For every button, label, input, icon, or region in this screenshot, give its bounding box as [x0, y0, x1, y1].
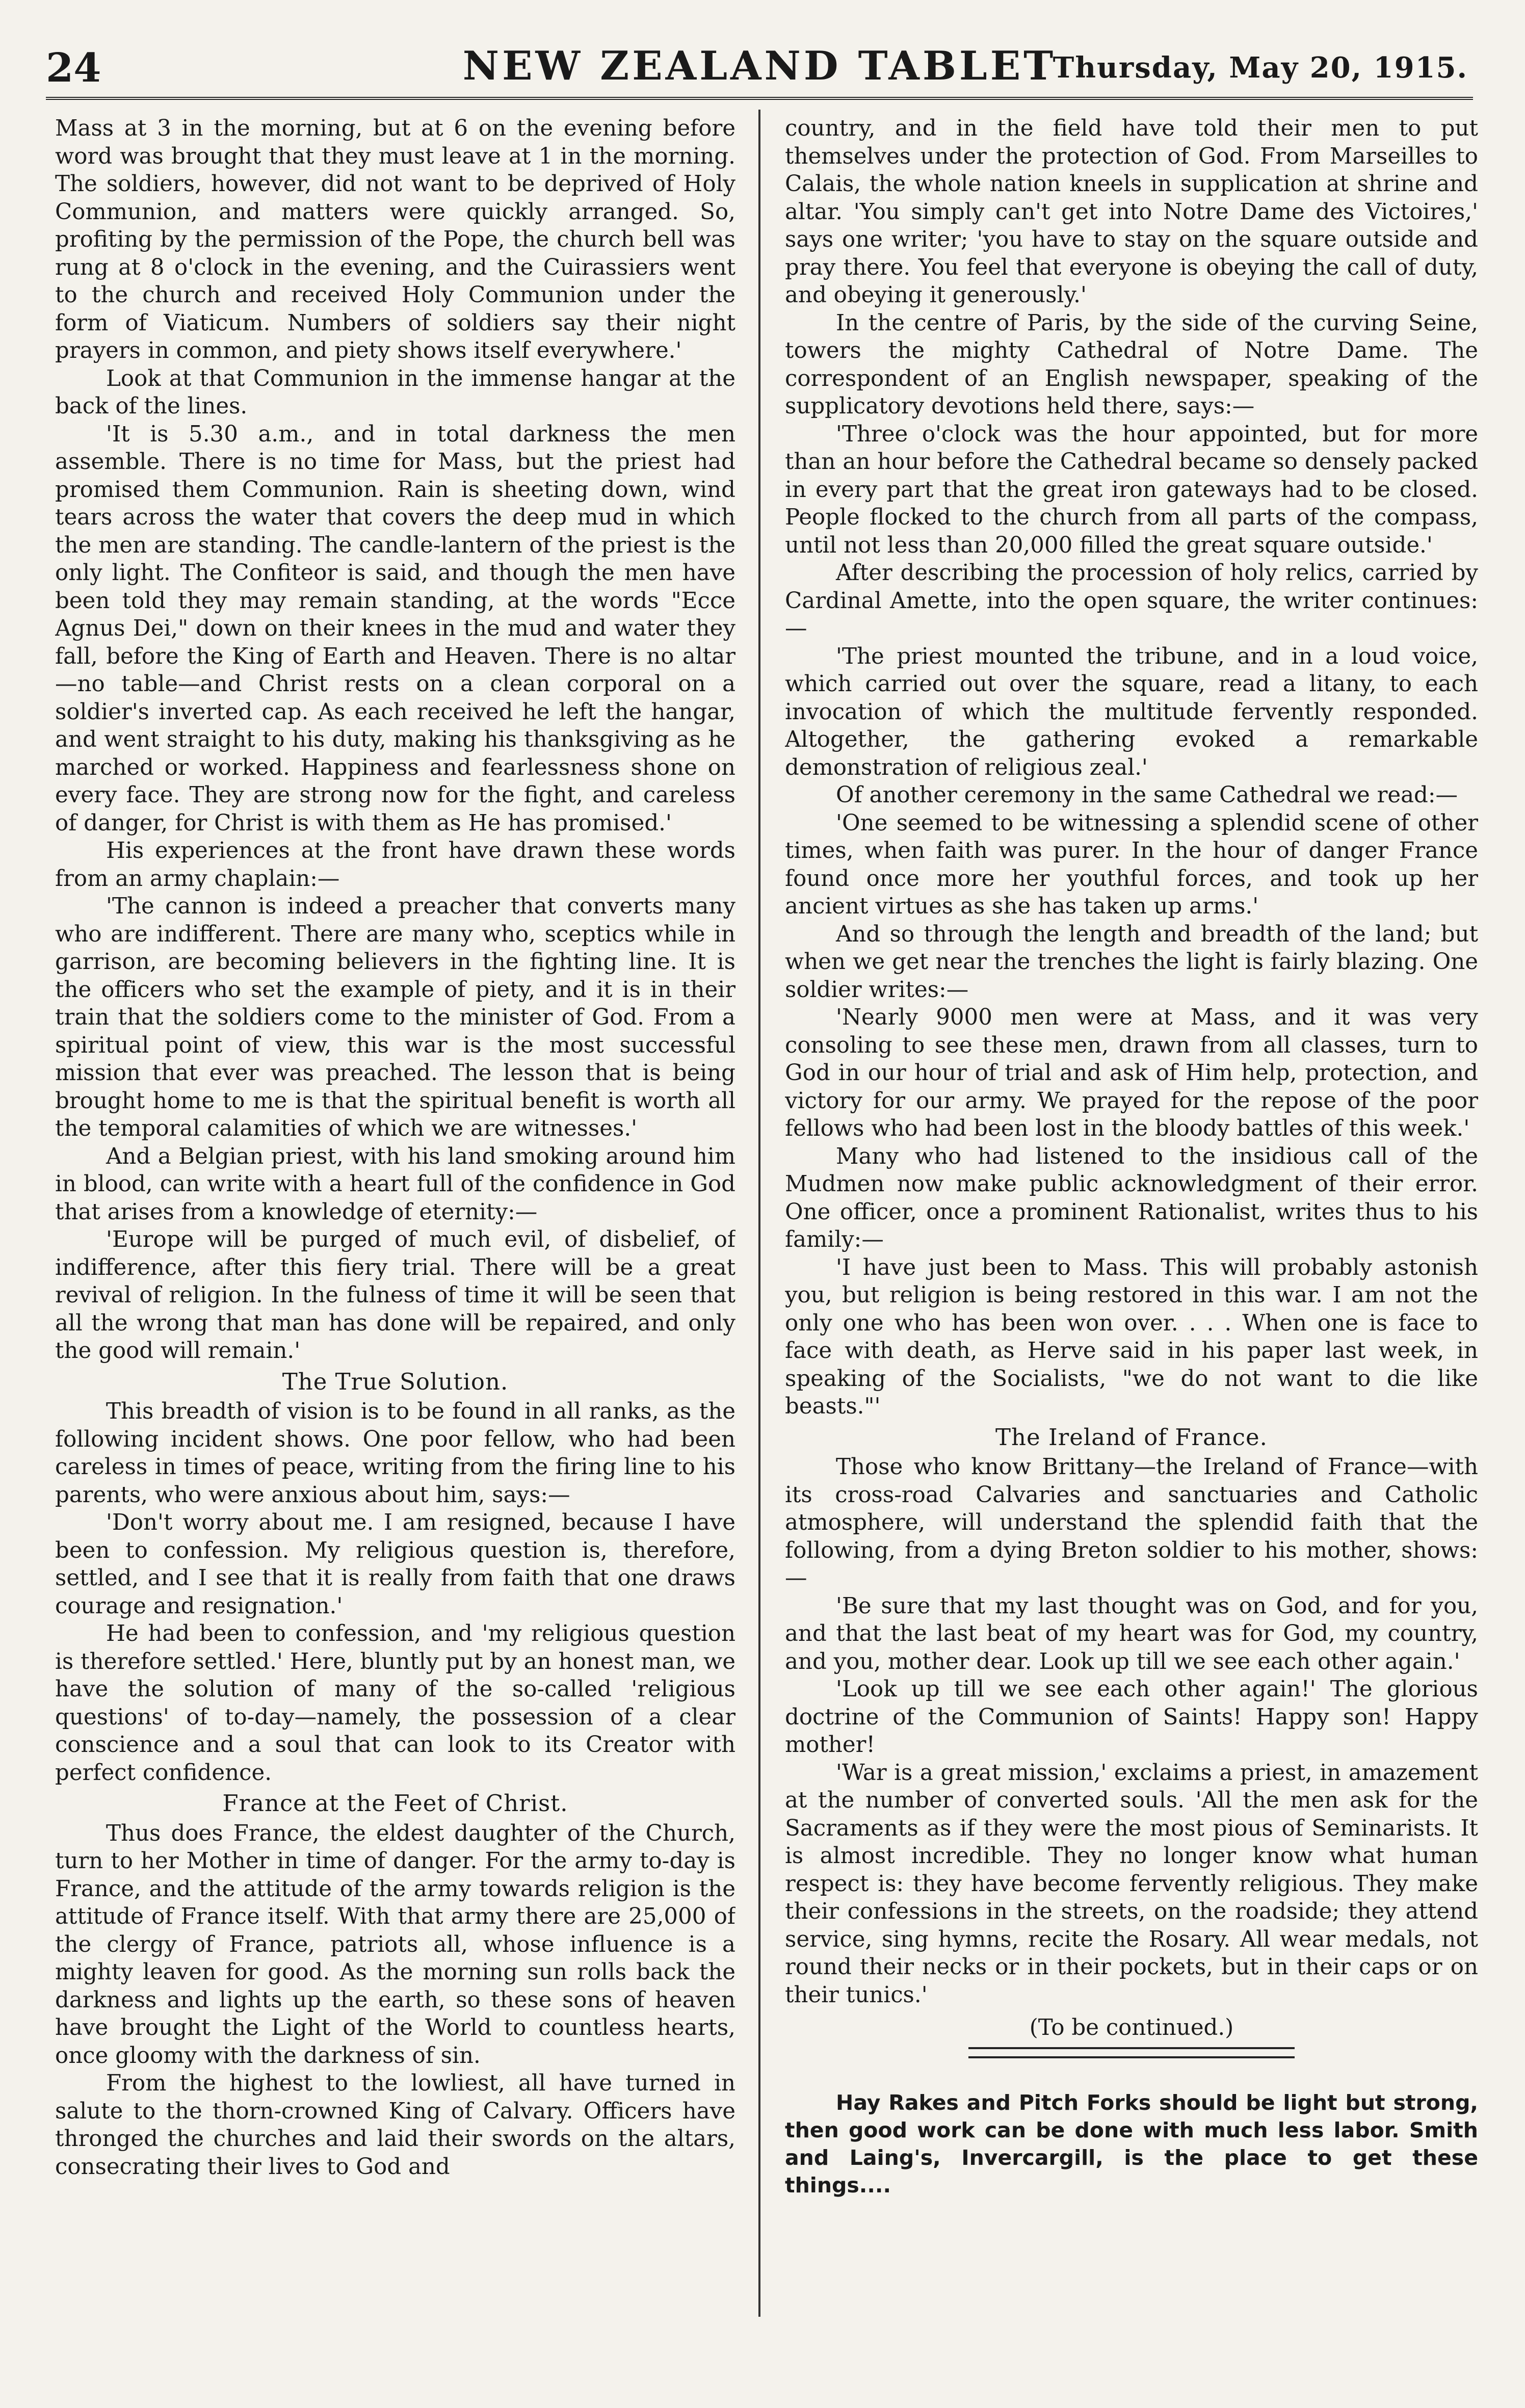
paragraph: His experiences at the front have drawn these words from an army chaplain:— — [55, 838, 735, 892]
paragraph: 'Europe will be purged of much evil, of disbelief, of indifference, after this fiery trial. There will be a great revival of religion. In the fulness of time it will be seen that all the wrong that man has done will be repaired, and only the good will remain.' — [55, 1227, 735, 1364]
paragraph: He had been to confession, and 'my religious question is therefore settled.' Here, bluntly put by an honest man, we have the solution of many of the so-called 'religious questions' of to-day—namely, the possession of a clear conscience and a soul that can look to its Creator with perfect confidence. — [55, 1621, 735, 1786]
paragraph: 'Nearly 9000 men were at Mass, and it was very consoling to see these men, drawn from all classes, turn to God in our hour of trial and ask of Him help, protection, and victory for our army. We prayed for the repose of the poor fellows who had been lost in the bloody battles of this week.' — [785, 1005, 1478, 1141]
end-rule — [968, 2047, 1295, 2058]
paragraph: After describing the procession of holy relics, carried by Cardinal Amette, into the open square, the writer continues:— — [785, 560, 1478, 641]
paragraph: 'The cannon is indeed a preacher that converts many who are indifferent. There are many who, sceptics while in garrison, are becoming believers in the fighting line. It is the officers who set the example of piety, and it is in their train that the soldiers come to the minister of God. From a spiritual point of view, this war is the most successful mission that ever was preached. The lesson that is being brought home to me is that the spiritual benefit is worth all the temporal calamities of which we are witnesses.' — [55, 894, 735, 1141]
section-heading: The Ireland of France. — [995, 1423, 1268, 1451]
section-heading: The True Solution. — [282, 1368, 509, 1395]
section-heading: France at the Feet of Christ. — [222, 1790, 568, 1817]
masthead-title: NEW ZEALAND TABLET — [462, 43, 1057, 89]
paragraph: This breadth of vision is to be found in all ranks, as the following incident shows. One poor fellow, who had been careless in times of peace, writing from the firing line to his parents, who were anxious about him, says:— — [55, 1399, 735, 1508]
paragraph: 'War is a great mission,' exclaims a priest, in amazement at the number of converted souls. 'All the men ask for the Sacraments as if they were the most pious of Seminarists. It is almost incredible. They no longer know what human respect is: they have become fervently religious. They make their confessions in the streets, on the roadside; they attend service, sing hymns, recite the Rosary. All wear medals, not round their necks or in their pockets, but in their caps or on their tunics.' — [785, 1760, 1478, 2008]
paragraph: Mass at 3 in the morning, but at 6 on the evening before word was brought that they must leave at 1 in the morning. The soldiers, however, did not want to be deprived of Holy Communion, and matters were quickly arranged. So, profiting by the permission of the Pope, the church bell was rung at 8 o'clock in the evening, and the Cuirassiers went to the church and received Holy Communion under the form of Viaticum. Numbers of soldiers say their night prayers in common, and piety shows itself everywhere.' — [55, 116, 735, 363]
issue-date: Thursday, May 20, 1915. — [1053, 51, 1468, 85]
paragraph: 'Don't worry about me. I am resigned, because I have been to confession. My religious question is, therefore, settled, and I see that it is really from faith that one draws courage and resignation.' — [55, 1510, 735, 1619]
paragraph: And so through the length and breadth of the land; but when we get near the trenches the light is fairly blazing. One soldier writes:— — [785, 921, 1478, 1003]
advertisement: Hay Rakes and Pitch Forks should be light but strong, then good work can be done with much less labor. Smith and Laing's, Invercargill, is the place to get these things.... — [785, 2090, 1478, 2197]
paragraph: Look at that Communion in the immense hangar at the back of the lines. — [55, 365, 735, 419]
paragraph: Those who know Brittany—the Ireland of France—with its cross-road Calvaries and sanctuaries and Catholic atmosphere, will understand the splendid faith that the following, from a dying Breton soldier to his mother, shows:— — [785, 1454, 1478, 1591]
left-column — [55, 115, 735, 2322]
column-rule — [758, 110, 760, 2317]
paragraph: Many who had listened to the insidious call of the Mudmen now make public acknowledgment of their error. One officer, once a prominent Rationalist, writes thus to his family:— — [785, 1143, 1478, 1252]
paragraph: 'It is 5.30 a.m., and in total darkness the men assemble. There is no time for Mass, but the priest had promised them Communion. Rain is sheeting down, wind tears across the water that covers the deep mud in which the men are standing. The candle-lantern of the priest is the only light. The Confiteor is said, and though the men have been told they may remain standing, at the words "Ecce Agnus Dei," down on their knees in the mud and water they fall, before the King of Earth and Heaven. There is no altar—no table—and Christ rests on a clean corporal on a soldier's inverted cap. As each received he left the hangar, and went straight to his duty, making his thanksgiving as he marched or worked. Happiness and fearlessness shone on every face. They are strong now for the fight, and careless of danger, for Christ is with them as He has promised.' — [55, 421, 735, 836]
paragraph: From the highest to the lowliest, all have turned in salute to the thorn-crowned King of Calvary. Officers have thronged the churches and laid their swords on the altars, consecrating their lives to God and — [55, 2071, 735, 2180]
paragraph: 'The priest mounted the tribune, and in a loud voice, which carried out over the square, read a litany, to each invocation of which the multitude fervently responded. Altogether, the gathering evoked a remarkable demonstration of religious zeal.' — [785, 643, 1478, 780]
paragraph: country, and in the field have told their men to put themselves under the protection of God. From Marseilles to Calais, the whole nation kneels in supplication at shrine and altar. 'You simply can't get into Notre Dame des Victoires,' says one writer; 'you have to stay on the square outside and pray there. You feel that everyone is obeying the call of duty, and obeying it generously.' — [785, 116, 1478, 308]
right-column — [785, 115, 1478, 2322]
page-header — [46, 36, 1473, 100]
paragraph: And a Belgian priest, with his land smoking around him in blood, can write with a heart full of the confidence in God that arises from a knowledge of eternity:— — [55, 1143, 735, 1225]
paragraph: 'I have just been to Mass. This will probably astonish you, but religion is being restored in this war. I am not the only one who has been won over. . . . When one is face to face with death, as Herve said in his paper last week, in speaking of the Socialists, "we do not want to die like beasts."' — [785, 1254, 1478, 1419]
paragraph: In the centre of Paris, by the side of the curving Seine, towers the mighty Cathedral of Notre Dame. The correspondent of an English newspaper, speaking of the supplicatory devotions held there, says:— — [785, 310, 1478, 419]
paragraph: 'Three o'clock was the hour appointed, but for more than an hour before the Cathedral became so densely packed in every part that the great iron gateways had to be closed. People flocked to the church from all parts of the compass, until not less than 20,000 filled the great square outside.' — [785, 421, 1478, 558]
paragraph: Of another ceremony in the same Cathedral we read:— — [836, 782, 1458, 808]
paragraph: 'Be sure that my last thought was on God, and for you, and that the last beat of my heart was for God, my country, and you, mother dear. Look up till we see each other again.' — [785, 1593, 1478, 1674]
page-number: 24 — [46, 45, 101, 91]
continued-note: (To be continued.) — [1029, 2015, 1234, 2040]
paragraph: Thus does France, the eldest daughter of the Church, turn to her Mother in time of danger. For the army to-day is France, and the attitude of the army towards religion is the attitude of France itself. With that army there are 25,000 of the clergy of France, patriots all, whose influence is a mighty leaven for good. As the morning sun rolls back the darkness and lights up the earth, so these sons of heaven have brought the Light of the World to countless hearts, once gloomy with the darkness of sin. — [55, 1820, 735, 2069]
paragraph: 'One seemed to be witnessing a splendid scene of other times, when faith was purer. In the hour of danger France found once more her youthful forces, and took up her ancient virtues as she has taken up arms.' — [785, 810, 1478, 919]
paragraph: 'Look up till we see each other again!' The glorious doctrine of the Communion of Saints! Happy son! Happy mother! — [785, 1677, 1478, 1758]
